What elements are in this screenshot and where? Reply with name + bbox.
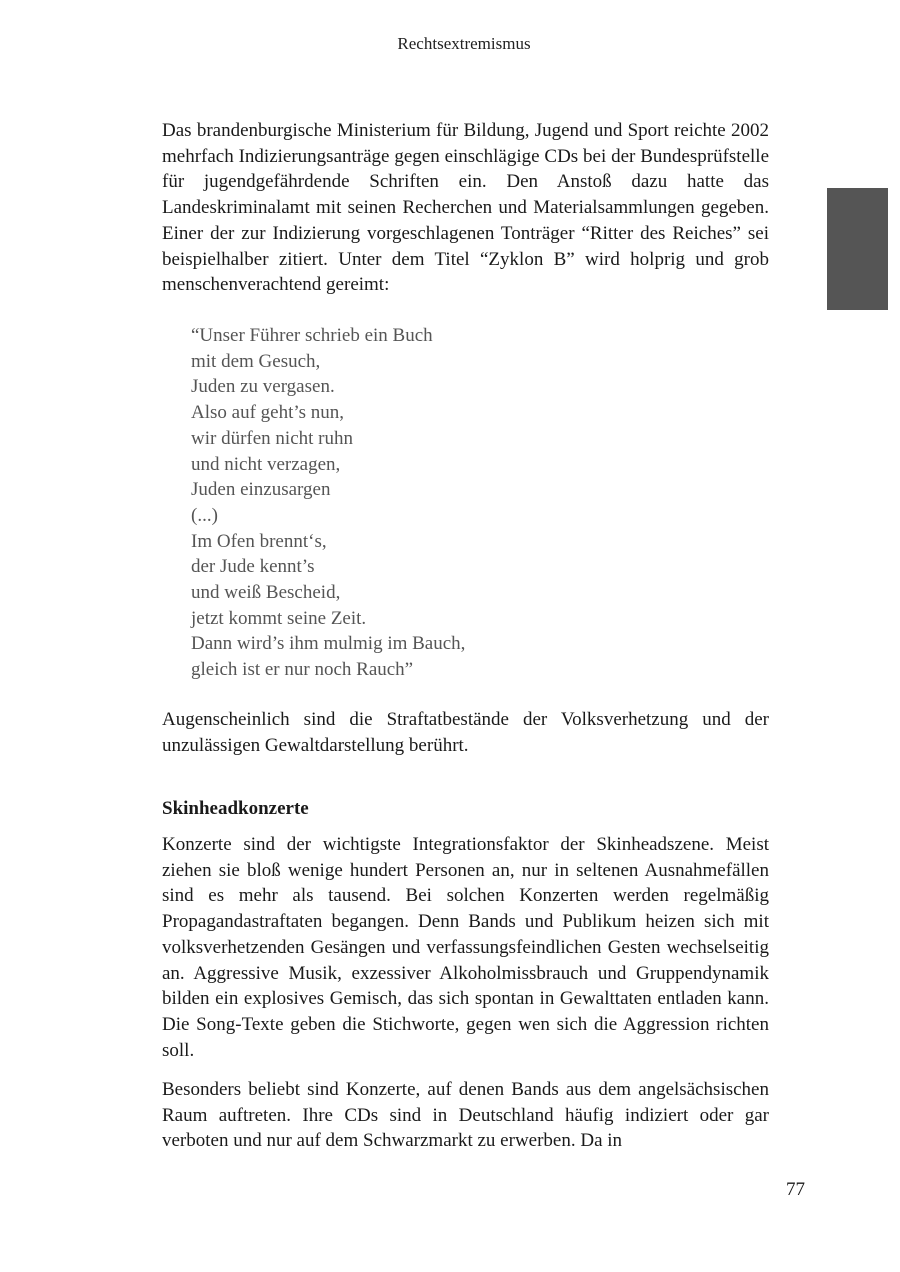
intro-paragraph [162,118,769,298]
popular-concerts-paragraph-text: Besonders beliebt sind Konzerte, auf denen Bands aus dem angelsächsischen Raum auftreten. Ihre CDs sind in Deutschland häufig indiziert oder gar verboten und nur auf dem Schwarzmarkt zu erwerben. Da in [162,1079,769,1152]
poem-line: jetzt kommt seine Zeit. [191,607,367,629]
page-number: 77 [786,1179,805,1200]
poem-line: gleich ist er nur noch Rauch” [191,659,414,681]
poem-line: “Unser Führer schrieb ein Buch [191,325,433,346]
running-head: Rechtsextremismus [397,34,531,53]
poem-line: und weiß Bescheid, [191,582,341,604]
after-poem-paragraph-text: Augenscheinlich sind die Straftatbestände der Volksverhetzung und der unzulässigen Gewaltdarstellung berührt. [162,709,769,756]
poem-line: Im Ofen brennt‘s, [191,530,327,552]
poem-line: Dann wird’s ihm mulmig im Bauch, [191,633,466,655]
popular-concerts-paragraph [162,1077,769,1154]
poem-line: der Jude kennt’s [191,556,315,578]
poem-line: Also auf geht’s nun, [191,402,345,424]
poem-line: (...) [191,504,218,526]
poem-line: und nicht verzagen, [191,453,341,475]
poem-line: wir dürfen nicht ruhn [191,427,353,449]
concerts-paragraph [162,832,769,1063]
chapter-thumb-tab [827,188,888,310]
section-heading: Skinheadkonzerte [162,798,309,819]
poem-line: Juden einzusargen [191,479,331,501]
poem-quote [191,323,465,683]
after-poem-paragraph [162,707,769,758]
poem-line: Juden zu vergasen. [191,376,335,398]
intro-paragraph-text: Das brandenburgische Ministerium für Bildung, Jugend und Sport reichte 2002 mehrfach Indizierungsanträge gegen einschlägige CDs bei der Bundesprüfstelle für jugendgefährdende Schriften ein. Den Anstoß dazu hatte das Landeskriminalamt mit seinen Recherchen und Materialsammlungen gegeben. Einer der zur Indizierung vorgeschlagenen Tonträger “Ritter des Reiches” sei beispielhalber zitiert. Unter dem Titel “Zyklon B” wird holprig und grob menschenverachtend gereimt: [162,120,769,296]
concerts-paragraph-text: Konzerte sind der wichtigste Integrationsfaktor der Skinheadszene. Meist ziehen sie bloß wenige hundert Personen an, nur in seltenen Ausnahmefällen sind es mehr als tausend. Bei solchen Konzerten werden regelmäßig Propagandastraftaten begangen. Denn Bands und Publikum heizen sich mit volksverhetzenden Gesängen und verfassungsfeindlichen Gesten wechselseitig an. Aggressive Musik, exzessiver Alkoholmissbrauch und Gruppendynamik bilden ein explosives Gemisch, das sich spontan in Gewalttaten entladen kann. Die Song-Texte geben die Stichworte, gegen wen sich die Aggression richten soll. [162,834,769,1061]
poem-line: mit dem Gesuch, [191,350,321,372]
